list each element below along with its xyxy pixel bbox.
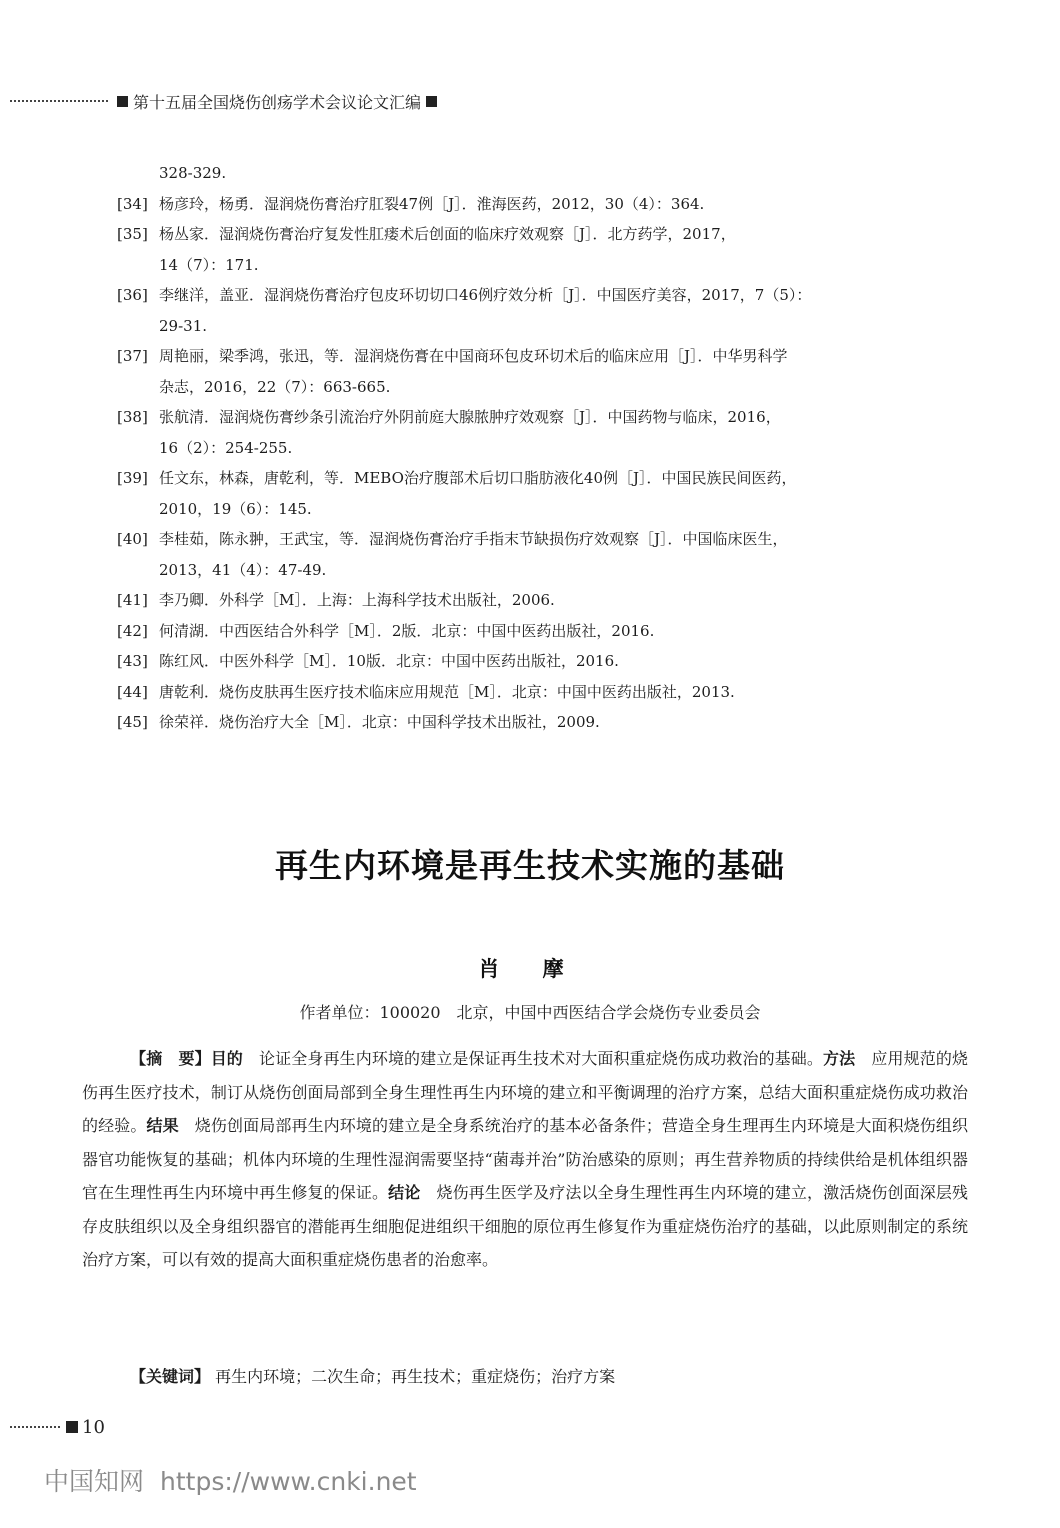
reference-number: [39] xyxy=(117,469,148,487)
abstract-results-label: 结果 xyxy=(146,1116,179,1135)
reference-number: [36] xyxy=(117,286,148,304)
reference-item xyxy=(117,219,969,250)
abstract-objective-text: 论证全身再生内环境的建立是保证再生技术对大面积重症烧伤成功救治的基础。 xyxy=(242,1049,824,1068)
reference-text: 2010，19（6）：145. xyxy=(159,499,312,518)
author-affiliation: 作者单位：100020 北京，中国中西医结合学会烧伤专业委员会 xyxy=(299,1003,761,1022)
keywords-label: 【关键词】 xyxy=(130,1367,211,1386)
reference-item-continuation xyxy=(117,494,969,525)
keywords-text: 再生内环境；二次生命；再生技术；重症烧伤；治疗方案 xyxy=(215,1367,616,1386)
reference-item xyxy=(117,189,969,220)
abstract-objective-label: 目的 xyxy=(210,1049,243,1068)
watermark xyxy=(44,1462,417,1498)
reference-list xyxy=(117,158,969,738)
reference-text: 14（7）：171. xyxy=(159,255,259,274)
reference-number: [45] xyxy=(117,713,148,731)
header-title: 第十五届全国烧伤创疡学术会议论文汇编 xyxy=(133,92,422,112)
footer-square-marker xyxy=(66,1421,78,1433)
reference-text: 29-31. xyxy=(159,316,208,335)
reference-number: [37] xyxy=(117,347,148,365)
keywords xyxy=(130,1362,970,1392)
reference-text: 16（2）：254-255. xyxy=(159,438,293,457)
reference-item xyxy=(117,707,969,738)
abstract-label: 【摘 要】 xyxy=(130,1049,211,1068)
reference-item xyxy=(117,341,969,372)
watermark-url: https://www.cnki.net xyxy=(160,1467,417,1496)
abstract xyxy=(82,1042,968,1277)
abstract-methods-text: 应用规范的烧伤再生医疗技术，制订从烧伤创面局部到全身生理性再生内环境的建立和平衡调理的治疗方案，总结大面积重症烧伤成功救治的经验。 xyxy=(82,1049,968,1135)
abstract-conclusion-text: 烧伤再生医学及疗法以全身生理性再生内环境的建立，激活烧伤创面深层残存皮肤组织以及全身组织器官的潜能再生细胞促进组织干细胞的原位再生修复作为重症烧伤治疗的基础，以此原则制定的系统治疗方案，可以有效的提高大面积重症烧伤患者的治愈率。 xyxy=(82,1183,968,1269)
reference-item xyxy=(117,585,969,616)
reference-text: 杨丛家．湿润烧伤膏治疗复发性肛瘘术后创面的临床疗效观察［J］．北方药学，2017， xyxy=(159,225,736,243)
abstract-results-text: 烧伤创面局部再生内环境的建立是全身系统治疗的基本必备条件；营造全身生理再生内环境是大面积烧伤组织器官功能恢复的基础；机体内环境的生理性湿润需要坚持“菌毒并治”防治感染的原则；再生营养物质的持续供给是机体组织器官在生理性再生内环境中再生修复的保证。 xyxy=(82,1116,968,1202)
reference-text: 陈红风．中医外科学［M］．10版．北京：中国中医药出版社，2016. xyxy=(159,652,619,670)
reference-item xyxy=(117,646,969,677)
footer-dotted-rule xyxy=(10,1426,60,1428)
reference-item-continuation xyxy=(117,250,969,281)
reference-number: [35] xyxy=(117,225,148,243)
reference-number: [44] xyxy=(117,682,148,701)
page-footer xyxy=(10,1414,105,1440)
reference-number: [40] xyxy=(117,530,148,548)
reference-text: 徐荣祥．烧伤治疗大全［M］．北京：中国科学技术出版社，2009. xyxy=(159,713,600,731)
header-dotted-rule xyxy=(10,100,108,102)
abstract-methods-label: 方法 xyxy=(823,1049,856,1068)
reference-text: 杂志，2016，22（7）：663-665. xyxy=(159,377,391,396)
article-author: 肖 摩 xyxy=(478,957,582,981)
reference-text: 张航清．湿润烧伤膏纱条引流治疗外阴前庭大腺脓肿疗效观察［J］．中国药物与临床，2016， xyxy=(159,408,781,426)
reference-continuation xyxy=(117,158,969,189)
reference-item-continuation xyxy=(117,433,969,464)
reference-number: [38] xyxy=(117,408,148,426)
reference-text: 周艳丽，梁季鸿，张迅，等．湿润烧伤膏在中国商环包皮环切术后的临床应用［J］．中华男科学 xyxy=(159,347,788,365)
reference-number: [41] xyxy=(117,591,148,609)
reference-text: 杨彦玲，杨勇．湿润烧伤膏治疗肛裂47例［J］．淮海医药，2012，30（4）：364. xyxy=(159,194,705,213)
reference-item xyxy=(117,677,969,708)
reference-number: [43] xyxy=(117,652,148,670)
reference-number: [42] xyxy=(117,621,148,640)
reference-text: 唐乾利．烧伤皮肤再生医疗技术临床应用规范［M］．北京：中国中医药出版社，2013. xyxy=(159,682,735,701)
header-square-marker-right xyxy=(426,96,437,107)
watermark-brand: 中国知网 xyxy=(44,1467,145,1496)
reference-text: 李继洋，盖亚．湿润烧伤膏治疗包皮环切切口46例疗效分析［J］．中国医疗美容，2017，7（5）： xyxy=(159,286,812,304)
reference-number: [34] xyxy=(117,194,148,213)
reference-item xyxy=(117,402,969,433)
running-header xyxy=(10,88,610,114)
reference-item xyxy=(117,524,969,555)
reference-item-continuation xyxy=(117,555,969,586)
header-square-marker-left xyxy=(117,96,128,107)
reference-text: 李桂茹，陈永翀，王武宝，等．湿润烧伤膏治疗手指末节缺损伤疗效观察［J］．中国临床医生， xyxy=(159,530,788,548)
reference-text: 何清湖．中西医结合外科学［M］．2版．北京：中国中医药出版社，2016. xyxy=(159,621,655,640)
reference-text: 李乃卿．外科学［M］．上海：上海科学技术出版社，2006. xyxy=(159,591,555,609)
reference-continuation-text: 328-329. xyxy=(159,164,227,182)
article-title: 再生内环境是再生技术实施的基础 xyxy=(275,846,785,885)
page-number: 10 xyxy=(82,1416,105,1438)
reference-item xyxy=(117,463,969,494)
reference-item-continuation xyxy=(117,311,969,342)
abstract-conclusion-label: 结论 xyxy=(388,1183,421,1202)
reference-text: 任文东，林森，唐乾利，等．MEBO治疗腹部术后切口脂肪液化40例［J］．中国民族民间医药， xyxy=(159,469,797,487)
reference-item xyxy=(117,616,969,647)
reference-text: 2013，41（4）：47-49. xyxy=(159,560,327,579)
reference-item xyxy=(117,280,969,311)
reference-item-continuation xyxy=(117,372,969,403)
